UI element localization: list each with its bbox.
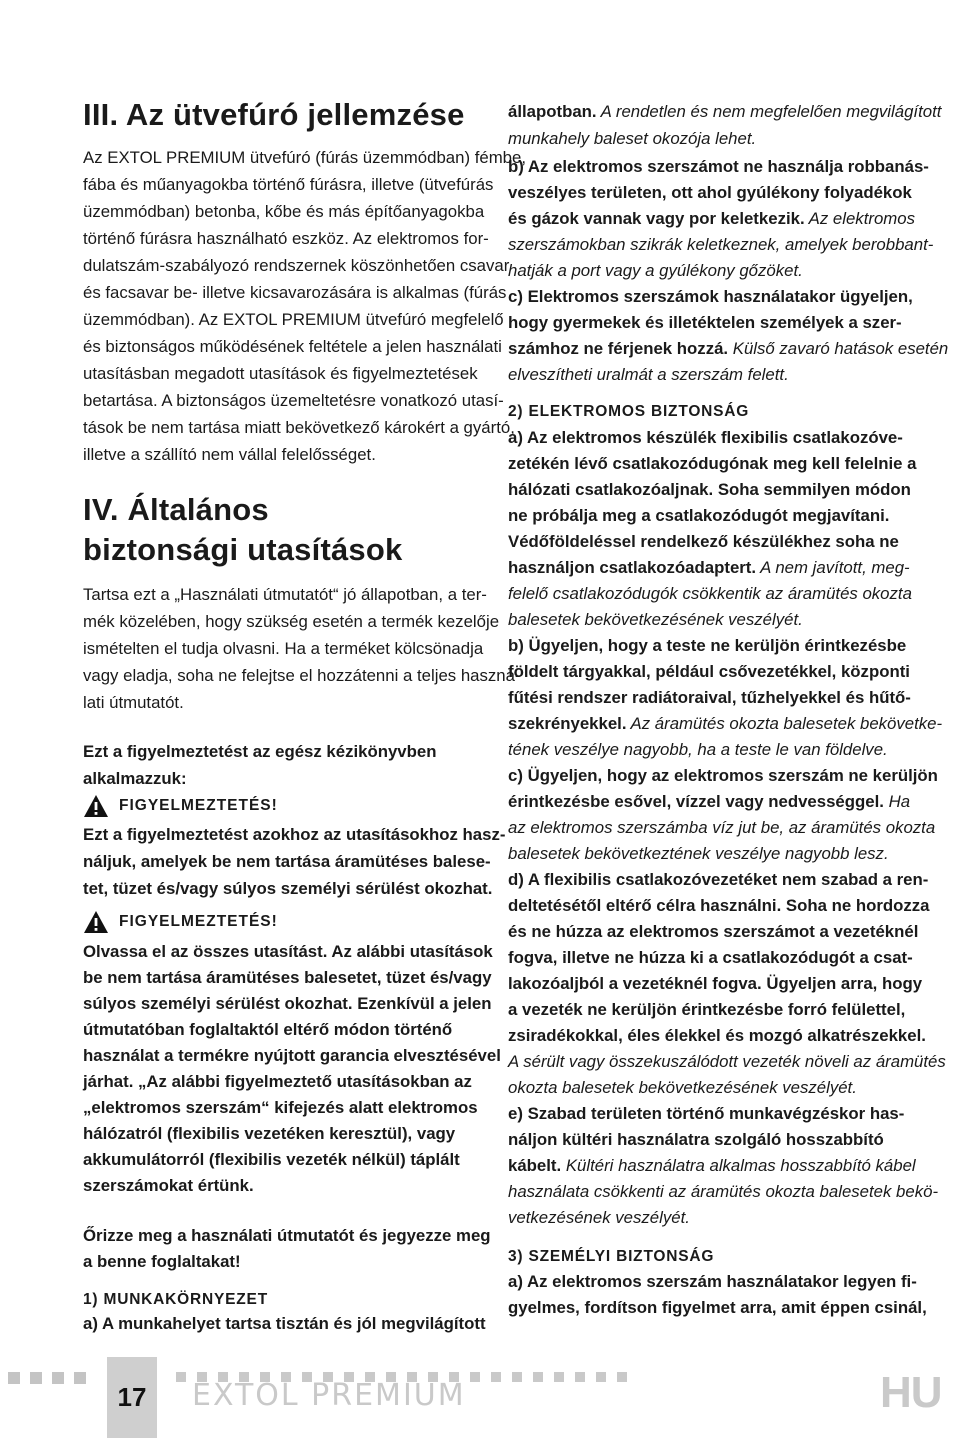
warning-2-line-10: szerszámokat értünk. xyxy=(83,1176,254,1195)
p1-line-6: és facsavar be- illetve kicsavarozására is alkalmas (fúrás xyxy=(83,283,507,302)
r-line-35: zsiradékokkal, éles élekkel és mozgó alkatrészekkel. xyxy=(508,1026,926,1045)
r-line-23: szekrényekkel. Az áramütés okozta balesetek bekövetke- xyxy=(508,714,943,733)
r-line-33: lakozóaljból a vezetéknél fogva. Ügyeljen arra, hogy xyxy=(508,974,923,993)
subsection-heading-personal-safety: 3) SZEMÉLYI BIZTONSÁG xyxy=(508,1248,715,1265)
brand-logo-text: EXTOL PREMIUM xyxy=(192,1378,466,1413)
warning-2-line-2: be nem tartása áramütéses balesetet, tüzet és/vagy xyxy=(83,968,492,987)
p1-line-12: illetve a szállító nem vállal felelősséget. xyxy=(83,445,376,464)
warning-1-line-2: náljuk, amelyek be nem tartása áramütéses balese- xyxy=(83,852,491,871)
warning-2-line-7: „elektromos szerszám“ kifejezés alatt elektromos xyxy=(83,1098,478,1117)
r-line-6: szerszámokban szikrák keletkeznek, amelyek berobbant- xyxy=(508,235,934,254)
r-line-40: kábelt. Kültéri használatra alkalmas hosszabbító kábel xyxy=(508,1156,916,1175)
warning-2-line-4: útmutatóban foglaltaktól eltérő módon történő xyxy=(83,1020,453,1039)
decor-square xyxy=(74,1372,86,1384)
warning-2-line-9: akkumulátorról (flexibilis vezeték nélkül) táplált xyxy=(83,1150,460,1169)
r-line-15: ne próbálja meg a csatlakozódugót megjavítani. xyxy=(508,506,890,525)
r-line-19: balesetek bekövetkezésének veszélyét. xyxy=(508,610,803,629)
r-line-17: használjon csatlakozóadaptert. A nem javított, meg- xyxy=(508,558,910,577)
r-line-14: hálózati csatlakozóaljnak. Soha semmilyen módon xyxy=(508,480,911,499)
r-line-27: az elektromos szerszámba víz jut be, az áramütés okozta xyxy=(508,818,936,837)
r-line-31: és ne húzza az elektromos szerszámot a vezetéknél xyxy=(508,922,919,941)
warning-2-line-6: járhat. „Az alábbi figyelmeztető utasításokban az xyxy=(83,1072,472,1091)
r-line-21: földelt tárgyakkal, például csővezetékkel, központi xyxy=(508,662,910,681)
warning-1-line-1: Ezt a figyelmeztetést azokhoz az utasításokhoz hasz- xyxy=(83,825,506,844)
warning-2-line-5: használat a termékre nyújtott garancia elvesztésével xyxy=(83,1046,501,1065)
p4-line-1: Őrizze meg a használati útmutatót és jegyezze meg xyxy=(83,1226,491,1245)
r-line-2: munkahely baleset okozója lehet. xyxy=(508,129,757,148)
decor-square xyxy=(512,1372,522,1382)
r-line-20: b) Ügyeljen, hogy a teste ne kerüljön érintkezésbe xyxy=(508,636,907,655)
r-line-9: hogy gyermekek és illetéktelen személyek a szer- xyxy=(508,313,902,332)
r-line-38: e) Szabad területen történő munkavégzéskor has- xyxy=(508,1104,905,1123)
warning-label: FIGYELMEZTETÉS! xyxy=(119,797,278,814)
subsection-heading-work-area: 1) MUNKAKÖRNYEZET xyxy=(83,1291,268,1308)
decor-square xyxy=(575,1372,585,1382)
p2-line-2: mék közelében, hogy szükség esetén a termék kezelője xyxy=(83,612,500,631)
warning-2-line-1: Olvassa el az összes utasítást. Az alábbi utasítások xyxy=(83,942,493,961)
decor-square xyxy=(52,1372,64,1384)
page-number-box xyxy=(107,1357,157,1438)
decor-square xyxy=(617,1372,627,1382)
r-line-42: vetkezésének veszélyét. xyxy=(508,1208,690,1227)
r-line-8: c) Elektromos szerszámok használatakor ügyeljen, xyxy=(508,287,913,306)
r-line-1: állapotban. A rendetlen és nem megfelelően megvilágított xyxy=(508,102,942,121)
warning-block-2 xyxy=(83,910,278,934)
p2-line-4: vagy eladja, soha ne felejtse el hozzátenni a teljes haszná- xyxy=(83,666,521,685)
p1-line-11: tások be nem tartása miatt bekövetkező károkért a gyártó, xyxy=(83,418,515,437)
r-line-18: felelő csatlakozódugók csökkentik az áramütés okozta xyxy=(508,584,912,603)
p1-line-4: történő fúrásra használható eszköz. Az elektromos for- xyxy=(83,229,489,248)
p1-line-5: dulatszám-szabályozó rendszernek köszönhetően csavar xyxy=(83,256,510,275)
r-line-41: használata csökkenti az áramütés okozta balesetek bekö- xyxy=(508,1182,939,1201)
p1-line-7: üzemmódban). Az EXTOL PREMIUM ütvefúró megfelelő xyxy=(83,310,504,329)
r-line-5: és gázok vannak vagy por keletkezik. Az elektromos xyxy=(508,209,915,228)
warning-triangle-icon xyxy=(83,794,109,818)
p1-line-2: fába és műanyagokba történő fúrásra, illetve (ütvefúrás xyxy=(83,175,494,194)
warning-2-line-8: hálózatról (flexibilis vezetéken keresztül), vagy xyxy=(83,1124,456,1143)
p1-line-9: utasításban megadott utasítások és figyelmeztetések xyxy=(83,364,478,383)
warning-block-1 xyxy=(83,794,278,818)
r-line-36: A sérült vagy összekuszálódott vezeték növeli az áramütés xyxy=(508,1052,946,1071)
r-line-16: Védőföldeléssel rendelkező készülékhez soha ne xyxy=(508,532,899,551)
r-line-4: veszélyes területen, ott ahol gyúlékony folyadékok xyxy=(508,183,912,202)
r-line-10: számhoz ne férjenek hozzá. Külső zavaró hatások esetén xyxy=(508,339,949,358)
r-line-44: gyelmes, fordítson figyelmet arra, amit éppen csinál, xyxy=(508,1298,927,1317)
subsection-heading-electrical-safety: 2) ELEKTROMOS BIZTONSÁG xyxy=(508,403,750,420)
r-line-11: elveszítheti uralmát a szerszám felett. xyxy=(508,365,789,384)
r-line-13: zetékén lévő csatlakozódugónak meg kell felelnie a xyxy=(508,454,917,473)
r-line-26: érintkezésbe esővel, vízzel vagy nedvességgel. Ha xyxy=(508,792,911,811)
p3-line-1: Ezt a figyelmeztetést az egész kézikönyvben xyxy=(83,742,437,761)
p1-line-1: Az EXTOL PREMIUM ütvefúró (fúrás üzemmódban) fémbe, xyxy=(83,148,526,167)
p2-line-5: lati útmutatót. xyxy=(83,693,184,712)
decor-square xyxy=(176,1372,186,1382)
section-heading-iii: III. Az ütvefúró jellemzése xyxy=(83,97,465,132)
s1-line-1: a) A munkahelyet tartsa tisztán és jól megvilágított xyxy=(83,1314,486,1333)
decor-square xyxy=(8,1372,20,1384)
decor-square xyxy=(470,1372,480,1382)
decor-square xyxy=(533,1372,543,1382)
r-line-22: fűtési rendszer radiátoraival, tűzhelyekkel és hűtő- xyxy=(508,688,911,707)
r-line-43: a) Az elektromos szerszám használatakor legyen fi- xyxy=(508,1272,917,1291)
p1-line-10: betartása. A biztonságos üzemeltetésre vonatkozó utasí- xyxy=(83,391,504,410)
p1-line-3: üzemmódban) betonba, kőbe és más építőanyagokba xyxy=(83,202,485,221)
decor-square xyxy=(30,1372,42,1384)
section-heading-iv-line-1: IV. Általános xyxy=(83,492,269,527)
p1-line-8: és biztonságos működésének feltétele a jelen használati xyxy=(83,337,502,356)
p2-line-1: Tartsa ezt a „Használati útmutatót“ jó állapotban, a ter- xyxy=(83,585,487,604)
r-line-29: d) A flexibilis csatlakozóvezetéket nem szabad a ren- xyxy=(508,870,929,889)
language-code: HU xyxy=(880,1368,942,1417)
decor-square xyxy=(491,1372,501,1382)
r-line-25: c) Ügyeljen, hogy az elektromos szerszám ne kerüljön xyxy=(508,766,938,785)
warning-triangle-icon xyxy=(83,910,109,934)
r-line-32: fogva, illetve ne húzza ki a csatlakozódugót a csat- xyxy=(508,948,913,967)
warning-2-line-3: súlyos személyi sérülést okozhat. Ezenkívül a jelen xyxy=(83,994,492,1013)
p4-line-2: a benne foglaltakat! xyxy=(83,1252,241,1271)
warning-label: FIGYELMEZTETÉS! xyxy=(119,913,278,930)
section-heading-iv-line-2: biztonsági utasítások xyxy=(83,532,403,567)
r-line-34: a vezeték ne kerüljön érintkezésbe forró felülettel, xyxy=(508,1000,906,1019)
decor-square xyxy=(596,1372,606,1382)
r-line-30: deltetésétől eltérő célra használni. Soha ne hordozza xyxy=(508,896,930,915)
r-line-24: tének veszélye nagyobb, ha a teste le van földelve. xyxy=(508,740,888,759)
r-line-39: náljon kültéri használatra szolgáló hosszabbító xyxy=(508,1130,884,1149)
decor-square xyxy=(554,1372,564,1382)
r-line-28: balesetek bekövetkeztének veszélye nagyobb lesz. xyxy=(508,844,889,863)
warning-1-line-3: tet, tüzet és/vagy súlyos személyi sérülést okozhat. xyxy=(83,879,493,898)
r-line-37: okozta balesetek bekövetkezésének veszélyét. xyxy=(508,1078,857,1097)
page-number: 17 xyxy=(117,1382,147,1412)
p2-line-3: ismételten el tudja olvasni. Ha a terméket kölcsönadja xyxy=(83,639,484,658)
r-line-3: b) Az elektromos szerszámot ne használja robbanás- xyxy=(508,157,929,176)
p3-line-2: alkalmazzuk: xyxy=(83,769,187,788)
r-line-7: hatják a port vagy a gyúlékony gőzöket. xyxy=(508,261,803,280)
r-line-12: a) Az elektromos készülék flexibilis csatlakozóve- xyxy=(508,428,903,447)
